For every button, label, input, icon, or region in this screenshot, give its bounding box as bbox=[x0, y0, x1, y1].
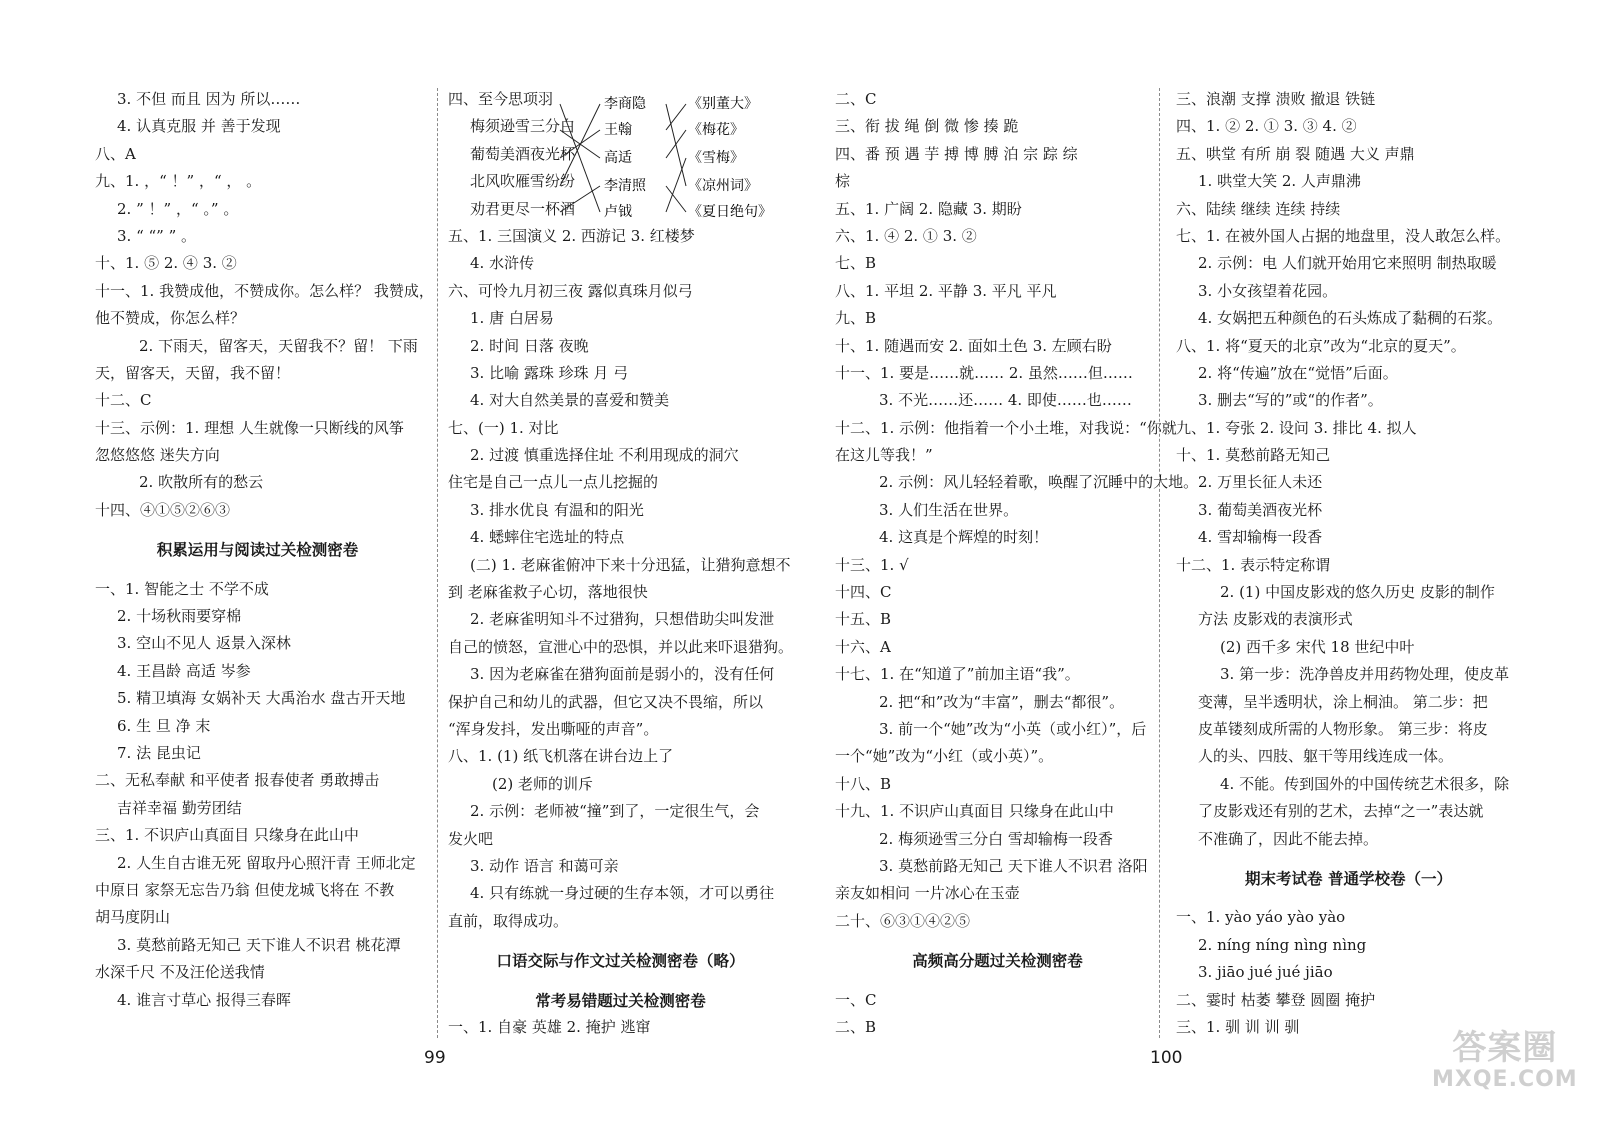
answer-line: 忽悠悠悠 迷失方向 bbox=[95, 446, 220, 465]
spacer bbox=[835, 975, 1160, 987]
spacer bbox=[448, 935, 793, 947]
section-heading: 常考易错题过关检测密卷 bbox=[535, 990, 706, 1010]
answer-line: 4. 对大自然美景的喜爱和赞美 bbox=[470, 391, 670, 410]
answer-line: 他不赞成，你怎么样？ bbox=[95, 309, 246, 328]
answer-line: 3. 不但 而且 因为 所以…… bbox=[117, 90, 301, 108]
answer-line: 3. 葡萄美酒夜光杯 bbox=[1198, 500, 1323, 519]
answer-line: 二、C bbox=[835, 90, 877, 108]
poem-title-label: 《雪梅》 bbox=[688, 150, 744, 166]
answer-line: 2. 示例：电 人们就开始用它来照明 制热取暖 bbox=[1198, 254, 1497, 273]
answer-line: 十二、C bbox=[95, 391, 152, 410]
answer-line: 四、番 预 遇 芋 搏 博 膊 泊 宗 踪 综 bbox=[835, 144, 1078, 163]
answer-line: 方法 皮影戏的表演形式 bbox=[1198, 610, 1353, 629]
poem-title-label: 《别董大》 bbox=[688, 96, 758, 112]
answer-line: 自己的愤怒，宣泄心中的恐惧，并以此来吓退猎狗。 bbox=[448, 637, 794, 656]
answer-line: 一、C bbox=[835, 990, 877, 1009]
answer-line: 2. 万里长征人未还 bbox=[1198, 473, 1323, 492]
answer-line: 发火吧 bbox=[448, 829, 494, 848]
answer-line: 五、1. 三国演义 2. 西游记 3. 红楼梦 bbox=[448, 226, 695, 245]
answer-line: 7. 法 昆虫记 bbox=[117, 743, 201, 762]
poet-label: 高适 bbox=[604, 150, 632, 166]
answer-line: 2. níng níng nìng nìng bbox=[1198, 935, 1367, 954]
answer-line: 3. 删去“写的”或“的作者”。 bbox=[1198, 391, 1383, 410]
section-heading: 口语交际与作文过关检测密卷（略） bbox=[496, 951, 745, 971]
answer-line: 2. 把“和”改为“丰富”，删去“都很”。 bbox=[879, 692, 1125, 711]
answer-line: 3. 因为老麻雀在猎狗面前是弱小的，没有任何 bbox=[470, 665, 775, 684]
match-line bbox=[560, 104, 600, 186]
answer-line: 十二、1. 示例：他指着一个小土堆，对我说：“你就 bbox=[835, 418, 1177, 437]
answer-line: 2. 示例：老师被“撞”到了，一定很生气，会 bbox=[470, 802, 760, 821]
answer-line: 梅须逊雪三分白 bbox=[470, 117, 576, 136]
answer-line: 3. “ “” ” 。 bbox=[117, 226, 197, 245]
answer-line: 十一、1. 我赞成他，不赞成你。怎么样？ 我赞成， bbox=[95, 281, 434, 300]
answer-line: 保护自己和幼儿的武器，但它又决不畏缩，所以 bbox=[448, 692, 764, 711]
spacer bbox=[1176, 853, 1521, 865]
answer-line: 七、B bbox=[835, 254, 877, 273]
answer-line: 三、浪潮 支撑 溃败 撤退 铁链 bbox=[1176, 90, 1376, 108]
answer-line: 一、1. yào yáo yào yào bbox=[1176, 908, 1346, 927]
answer-line: 3. 排水优良 有温和的阳光 bbox=[470, 500, 644, 519]
page-number-left: 99 bbox=[424, 1048, 446, 1068]
column-divider bbox=[437, 88, 438, 1038]
match-line bbox=[666, 158, 686, 212]
answer-line: 了皮影戏还有别的艺术，去掉“之一”表达就 bbox=[1198, 802, 1484, 821]
answer-line: 4. 女娲把五种颜色的石头炼成了黏稠的石浆。 bbox=[1198, 309, 1503, 328]
answer-line: 葡萄美酒夜光杯 bbox=[470, 144, 576, 163]
column-4 bbox=[1176, 86, 1521, 1041]
answer-line: 七、(一) 1. 对比 bbox=[448, 418, 559, 437]
answer-line: 十九、1. 不识庐山真面目 只缘身在此山中 bbox=[835, 802, 1114, 821]
answer-line: 六、可怜九月初三夜 露似真珠月似弓 bbox=[448, 281, 693, 300]
answer-line: 四、1. ② 2. ① 3. ③ 4. ② bbox=[1176, 117, 1357, 136]
answer-line: 水深千尺 不及汪伦送我情 bbox=[95, 963, 265, 982]
answer-line: 十六、A bbox=[835, 637, 891, 656]
answer-line: 四、至今思项羽 bbox=[448, 90, 554, 108]
answer-line: 3. 第一步：洗净兽皮并用药物处理，使皮革 bbox=[1220, 665, 1510, 684]
answer-line: 二、无私奉献 和平使者 报春使者 勇敢搏击 bbox=[95, 771, 380, 790]
column-3 bbox=[835, 86, 1199, 1041]
answer-line: 2. 老麻雀明知斗不过猎狗，只想借助尖叫发泄 bbox=[470, 610, 775, 629]
answer-line: 三、1. 不识庐山真面目 只缘身在此山中 bbox=[95, 826, 359, 845]
answer-line: 皮革镂刻成所需的人物形象。 第三步：将皮 bbox=[1198, 719, 1488, 738]
poet-label: 李清照 bbox=[604, 178, 646, 194]
answer-line: 不准确了，因此不能去掉。 bbox=[1198, 829, 1379, 848]
answer-line: (2) 老师的训斥 bbox=[492, 774, 594, 793]
answer-line: 2. 人生自古谁无死 留取丹心照汗青 王师北定 bbox=[117, 853, 416, 872]
answer-line: 六、1. ④ 2. ① 3. ② bbox=[835, 226, 977, 245]
answer-line: 十三、示例：1. 理想 人生就像一只断线的风筝 bbox=[95, 418, 404, 437]
answer-line: 一个“她”改为“小红（或小英）”。 bbox=[835, 747, 1054, 766]
answer-line: (2) 西千多 宋代 18 世纪中叶 bbox=[1220, 637, 1415, 656]
answer-line: 5. 精卫填海 女娲补天 大禹治水 盘古开天地 bbox=[117, 689, 406, 708]
answer-line: 3. jiāo jué jué jiāo bbox=[1198, 963, 1333, 982]
answer-line: 在这儿等我！” bbox=[835, 446, 933, 465]
answer-line: 一、1. 智能之士 不学不成 bbox=[95, 579, 269, 598]
answer-line: 七、1. 在被外国人占据的地盘里，没人敢怎么样。 bbox=[1176, 226, 1511, 245]
answer-line: 十、1. 随遇而安 2. 面如土色 3. 左顾右盼 bbox=[835, 336, 1112, 355]
answer-line: 二十、⑥③①④②⑤ bbox=[835, 911, 971, 930]
answer-line: 一、1. 自豪 英雄 2. 掩护 逃窜 bbox=[448, 1017, 651, 1036]
answer-line: 6. 生 旦 净 末 bbox=[117, 716, 211, 735]
answer-line: 十三、1. √ bbox=[835, 555, 909, 574]
section-heading: 积累运用与阅读过关检测密卷 bbox=[156, 540, 359, 560]
answer-line: 3. 人们生活在世界。 bbox=[879, 500, 1019, 519]
answer-line: 二、B bbox=[835, 1017, 877, 1036]
poem-title-label: 《夏日绝句》 bbox=[688, 204, 772, 220]
answer-line: 4. 不能。传到国外的中国传统艺术很多，除 bbox=[1220, 774, 1510, 793]
spacer bbox=[95, 564, 420, 576]
answer-line: 天，留客天，天留，我不留！ bbox=[95, 363, 291, 382]
answer-line: 2. 下雨天，留客天，天留我不？留！ 下雨 bbox=[139, 336, 418, 355]
answer-line: 变薄，呈半透明状，涂上桐油。 第二步：把 bbox=[1198, 692, 1488, 711]
answer-line: 北风吹雁雪纷纷 bbox=[470, 172, 576, 191]
answer-line: 3. 前一个“她”改为“小英（或小红）”，后 bbox=[879, 719, 1147, 738]
answer-line: 人的头、四肢、躯干等用线连成一体。 bbox=[1198, 747, 1454, 766]
answer-line: 2. 将“传遍”放在“觉悟”后面。 bbox=[1198, 363, 1398, 382]
poem-title-label: 《梅花》 bbox=[688, 122, 744, 138]
column-divider bbox=[1159, 88, 1160, 1038]
column-2 bbox=[448, 86, 793, 1041]
answer-line: 1. 哄堂大笑 2. 人声鼎沸 bbox=[1198, 172, 1361, 191]
answer-line: 3. 动作 语言 和蔼可亲 bbox=[470, 856, 619, 875]
answer-line: 中原日 家祭无忘告乃翁 但使龙城飞将在 不教 bbox=[95, 880, 395, 899]
answer-line: 棕 bbox=[835, 172, 851, 191]
answer-line: 十、1. ⑤ 2. ④ 3. ② bbox=[95, 254, 237, 273]
answer-line: 4. 只有练就一身过硬的生存本领，才可以勇往 bbox=[470, 884, 775, 903]
answer-line: 八、1. 将“夏天的北京”改为“北京的夏天”。 bbox=[1176, 336, 1466, 355]
answer-line: 亲友如相问 一片冰心在玉壶 bbox=[835, 884, 1020, 903]
answer-line: 十四、C bbox=[835, 583, 892, 602]
answer-line: “浑身发抖，发出嘶哑的声音”。 bbox=[448, 719, 659, 738]
match-line bbox=[560, 104, 600, 212]
answer-line: 3. 空山不见人 返景入深林 bbox=[117, 634, 291, 653]
answer-line: 十七、1. 在“知道了”前加主语“我”。 bbox=[835, 665, 1080, 684]
answer-line: 八、A bbox=[95, 144, 136, 163]
match-line bbox=[560, 186, 600, 212]
poem-title-label: 《凉州词》 bbox=[688, 178, 758, 194]
answer-line: 十五、B bbox=[835, 610, 892, 629]
answer-line: 八、1. (1) 纸飞机落在讲台边上了 bbox=[448, 747, 674, 766]
answer-line: 3. 莫愁前路无知己 天下谁人不识君 桃花潭 bbox=[117, 935, 401, 954]
answer-line: 2. 十场秋雨要穿棉 bbox=[117, 607, 242, 626]
poet-label: 王翰 bbox=[604, 122, 632, 138]
answer-line: 2. 时间 日落 夜晚 bbox=[470, 336, 589, 355]
answer-line: 4. 认真克服 并 善于发现 bbox=[117, 117, 281, 136]
section-heading: 高频高分题过关检测密卷 bbox=[912, 951, 1083, 971]
answer-line: 4. 雪却输梅一段香 bbox=[1198, 528, 1323, 547]
answer-line: 3. 不光……还…… 4. 即使……也…… bbox=[879, 391, 1132, 410]
watermark-logo bbox=[1432, 1028, 1578, 1092]
answer-line: 十八、B bbox=[835, 774, 892, 793]
spacer bbox=[1176, 892, 1521, 904]
answer-line: 十一、1. 要是……就…… 2. 虽然……但…… bbox=[835, 363, 1133, 382]
answer-line: 到 老麻雀救子心切，落地很快 bbox=[448, 583, 648, 602]
answer-line: 3. 莫愁前路无知己 天下谁人不识君 洛阳 bbox=[879, 856, 1148, 875]
watermark-line1: 答案圈 bbox=[1452, 1028, 1558, 1068]
spacer bbox=[835, 935, 1160, 947]
answer-line: 六、陆续 继续 连续 持续 bbox=[1176, 199, 1341, 218]
answer-line: 2. 梅须逊雪三分白 雪却输梅一段香 bbox=[879, 829, 1113, 848]
answer-line: 3. 小女孩望着花园。 bbox=[1198, 281, 1338, 300]
answer-line: 住宅是自己一点儿一点儿挖掘的 bbox=[448, 473, 659, 492]
section-heading: 期末考试卷 普通学校卷（一） bbox=[1245, 868, 1452, 888]
answer-line: 4. 这真是个辉煌的时刻！ bbox=[879, 528, 1049, 547]
matching-lines bbox=[546, 90, 776, 220]
answer-line: 吉祥幸福 勤劳团结 bbox=[117, 798, 242, 817]
answer-line: 4. 水浒传 bbox=[470, 254, 535, 273]
answer-line: 2. 示例：风儿轻轻着歌，唤醒了沉睡中的大地。 bbox=[879, 473, 1199, 492]
spacer bbox=[95, 524, 420, 536]
answer-line: 九、1. ，“ ！” ，“ ， 。 bbox=[95, 172, 262, 191]
answer-line: 2. ” ！” ，“ 。” 。 bbox=[117, 199, 239, 218]
answer-line: 五、1. 广阔 2. 隐藏 3. 期盼 bbox=[835, 199, 1022, 218]
answer-line: 十、1. 莫愁前路无知己 bbox=[1176, 446, 1331, 465]
match-line bbox=[666, 130, 686, 158]
answer-line: 4. 谁言寸草心 报得三春晖 bbox=[117, 990, 291, 1009]
watermark-line2: MXQE.COM bbox=[1432, 1067, 1578, 1092]
answer-line: 直前，取得成功。 bbox=[448, 911, 569, 930]
answer-line: (二) 1. 老麻雀俯冲下来十分迅猛，让猎狗意想不 bbox=[470, 555, 791, 574]
answer-line: 十二、1. 表示特定称谓 bbox=[1176, 555, 1331, 574]
answer-line: 三、1. 驯 训 训 驯 bbox=[1176, 1017, 1300, 1036]
spacer bbox=[448, 975, 793, 987]
answer-line: 三、衔 拔 绳 倒 微 惨 揍 跪 bbox=[835, 117, 1019, 136]
answer-line: 劝君更尽一杯酒 bbox=[470, 199, 576, 218]
answer-line: 4. 蟋蟀住宅选址的特点 bbox=[470, 528, 625, 547]
column-1 bbox=[95, 86, 434, 1014]
answer-line: 二、霎时 枯萎 攀登 圆圈 掩护 bbox=[1176, 990, 1376, 1009]
poet-label: 卢钺 bbox=[604, 204, 632, 220]
match-line bbox=[666, 186, 686, 212]
poet-label: 李商隐 bbox=[604, 96, 646, 112]
answer-line: 4. 王昌龄 高适 岑参 bbox=[117, 661, 251, 680]
page-number-right: 100 bbox=[1150, 1048, 1183, 1068]
answer-line: 2. (1) 中国皮影戏的悠久历史 皮影的制作 bbox=[1220, 583, 1495, 602]
answer-line: 九、B bbox=[835, 309, 877, 328]
answer-line: 胡马度阴山 bbox=[95, 908, 171, 927]
answer-line: 3. 比喻 露珠 珍珠 月 弓 bbox=[470, 363, 629, 382]
answer-line: 2. 过渡 慎重选择住址 不利用现成的洞穴 bbox=[470, 446, 739, 465]
answer-line: 1. 唐 白居易 bbox=[470, 309, 554, 328]
answer-line: 五、哄堂 有所 崩 裂 随遇 大义 声鼎 bbox=[1176, 144, 1415, 163]
answer-line: 九、1. 夸张 2. 设问 3. 排比 4. 拟人 bbox=[1176, 418, 1417, 437]
answer-line: 2. 吹散所有的愁云 bbox=[139, 473, 264, 492]
answer-line: 八、1. 平坦 2. 平静 3. 平凡 平凡 bbox=[835, 281, 1057, 300]
answer-line: 十四、④①⑤②⑥③ bbox=[95, 500, 231, 519]
